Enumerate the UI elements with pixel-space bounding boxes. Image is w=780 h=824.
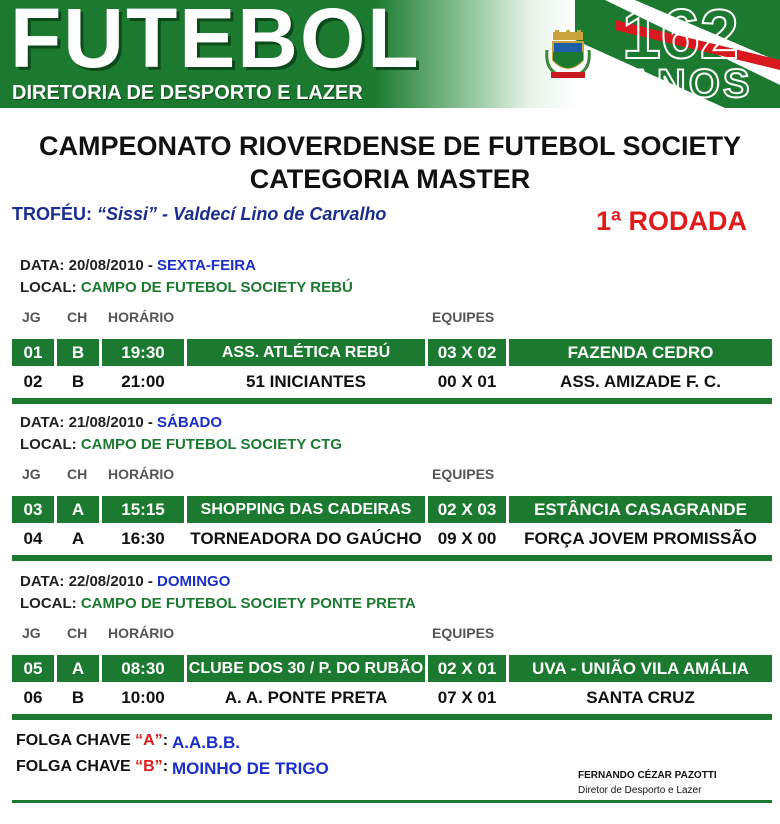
column-header-jg: JG: [22, 625, 41, 641]
column-header-jg: JG: [22, 309, 41, 325]
header-banner: [0, 0, 780, 108]
home-team: SHOPPING DAS CADEIRAS: [187, 496, 425, 523]
game-time: 21:00: [121, 372, 165, 391]
bye-key: “B”: [135, 758, 163, 775]
game-time: 16:30: [121, 529, 165, 548]
home-team: 51 INICIANTES: [246, 372, 366, 391]
column-header-jg: JG: [22, 466, 41, 482]
bye-line-b: FOLGA CHAVE “B”:: [16, 758, 169, 775]
round-label: 1ª RODADA: [596, 206, 748, 236]
header-title: FUTEBOL: [10, 0, 421, 85]
championship-category: CATEGORIA MASTER: [249, 164, 531, 194]
date-value: 20/08/2010 -: [68, 257, 153, 274]
away-team: SANTA CRUZ: [586, 688, 695, 707]
footer-divider: [12, 800, 772, 803]
game-row: [12, 339, 772, 366]
match-day-3: [0, 573, 780, 733]
trophy-label: TROFÉU:: [12, 204, 92, 224]
game-score: 07 X 01: [437, 688, 497, 707]
away-team: ASS. AMIZADE F. C.: [560, 372, 721, 391]
location-value: CAMPO DE FUTEBOL SOCIETY REBÚ: [80, 279, 353, 296]
game-score: 03 X 02: [428, 339, 506, 366]
date-value: 22/08/2010 -: [68, 573, 153, 590]
game-score: 09 X 00: [437, 529, 497, 548]
city-crest-icon: [545, 30, 591, 80]
home-team: CLUBE DOS 30 / P. DO RUBÃO: [187, 655, 425, 682]
game-row: [12, 684, 772, 711]
column-header-horario: HORÁRIO: [108, 309, 175, 325]
game-number: 01: [12, 339, 54, 366]
date-line: DATA: 21/08/2010 - SÁBADO: [20, 414, 223, 431]
game-number: 02: [23, 372, 43, 391]
home-team: TORNEADORA DO GAÚCHO: [190, 529, 422, 548]
trophy-name: “Sissi” - Valdecí Lino de Carvalho: [97, 204, 387, 224]
anniversary-number: 162: [622, 0, 739, 73]
home-team: A. A. PONTE PRETA: [224, 688, 388, 707]
match-day-1: [0, 257, 780, 417]
column-header-horario: HORÁRIO: [108, 466, 175, 482]
game-key: A: [71, 529, 85, 548]
home-team: ASS. ATLÉTICA REBÚ: [187, 339, 425, 366]
game-time: 10:00: [121, 688, 165, 707]
away-team: FAZENDA CEDRO: [509, 339, 772, 366]
game-number: 05: [12, 655, 54, 682]
bye-team-a: A.A.B.B.: [172, 733, 240, 752]
bye-line-a: FOLGA CHAVE “A”:: [16, 732, 169, 749]
bye-key: “A”: [135, 732, 163, 749]
game-key: A: [57, 655, 99, 682]
signature-title: Diretor de Desporto e Lazer: [578, 785, 702, 796]
anniversary-word: ANOS: [625, 62, 753, 106]
column-header-ch: CH: [67, 466, 88, 482]
location-line: LOCAL: CAMPO DE FUTEBOL SOCIETY CTG: [20, 436, 342, 453]
weekday: SEXTA-FEIRA: [157, 257, 256, 274]
game-score: 00 X 01: [437, 372, 497, 391]
header-subtitle: DIRETORIA DE DESPORTO E LAZER: [12, 82, 363, 104]
column-header-horario: HORÁRIO: [108, 625, 175, 641]
game-score: 02 X 03: [428, 496, 506, 523]
column-header-ch: CH: [67, 309, 88, 325]
column-header-ch: CH: [67, 625, 88, 641]
game-row: [12, 496, 772, 523]
location-value: CAMPO DE FUTEBOL SOCIETY CTG: [80, 436, 342, 453]
weekday: DOMINGO: [157, 573, 231, 590]
date-line: DATA: 22/08/2010 - DOMINGO: [20, 573, 231, 590]
weekday: SÁBADO: [157, 414, 223, 431]
signature-name: FERNANDO CÉZAR PAZOTTI: [578, 770, 717, 781]
trophy-line: [12, 204, 386, 225]
game-time: 15:15: [102, 496, 184, 523]
game-row: [12, 655, 772, 682]
column-header-equipes: EQUIPES: [432, 466, 495, 482]
section-divider: [12, 714, 772, 720]
game-number: 06: [23, 688, 43, 707]
championship-title: CAMPEONATO RIOVERDENSE DE FUTEBOL SOCIETY: [38, 131, 742, 161]
column-header-equipes: EQUIPES: [432, 625, 495, 641]
date-value: 21/08/2010 -: [68, 414, 153, 431]
match-day-2: [0, 414, 780, 574]
game-number: 03: [12, 496, 54, 523]
game-key: B: [71, 372, 85, 391]
game-number: 04: [23, 529, 43, 548]
date-line: DATA: 20/08/2010 - SEXTA-FEIRA: [20, 257, 256, 274]
away-team: UVA - UNIÃO VILA AMÁLIA: [509, 655, 772, 682]
away-team: FORÇA JOVEM PROMISSÃO: [524, 529, 757, 548]
away-team: ESTÂNCIA CASAGRANDE: [509, 496, 772, 523]
section-divider: [12, 555, 772, 561]
game-row: [12, 368, 772, 395]
location-value: CAMPO DE FUTEBOL SOCIETY PONTE PRETA: [80, 595, 416, 612]
game-row: [12, 525, 772, 552]
game-key: B: [57, 339, 99, 366]
game-key: B: [71, 688, 85, 707]
bye-team-b: MOINHO DE TRIGO: [172, 759, 329, 778]
column-header-equipes: EQUIPES: [432, 309, 495, 325]
game-score: 02 X 01: [428, 655, 506, 682]
game-time: 08:30: [102, 655, 184, 682]
game-key: A: [57, 496, 99, 523]
location-line: LOCAL: CAMPO DE FUTEBOL SOCIETY REBÚ: [20, 279, 353, 296]
section-divider: [12, 398, 772, 404]
location-line: LOCAL: CAMPO DE FUTEBOL SOCIETY PONTE PRETA: [20, 595, 416, 612]
game-time: 19:30: [102, 339, 184, 366]
